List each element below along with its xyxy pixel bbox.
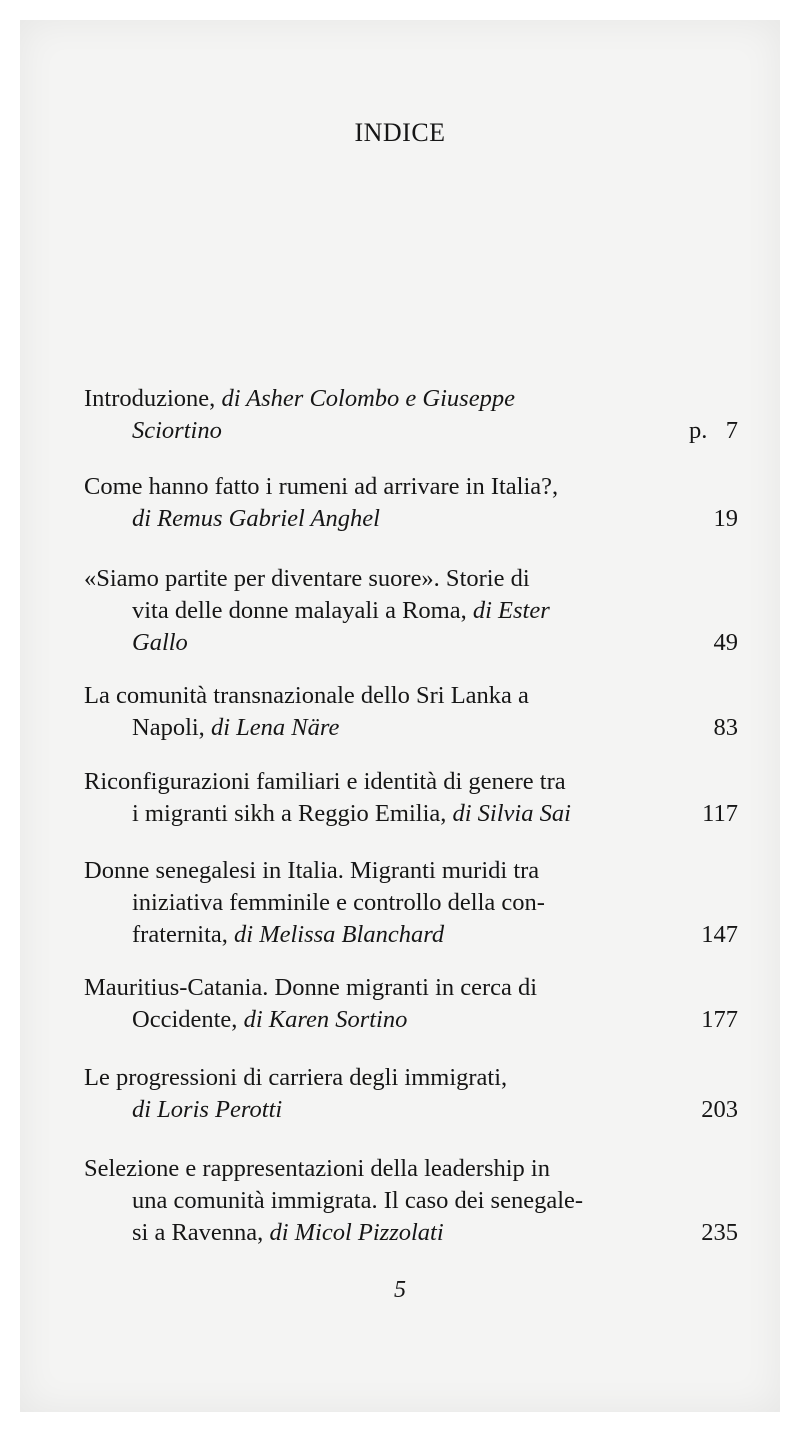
toc-entry-page: 177 [701, 1006, 738, 1033]
toc-entry-line [84, 627, 738, 659]
toc-entry-line [84, 1094, 738, 1126]
toc-entry-page [689, 415, 738, 447]
page-number-footer: 5 [394, 1277, 406, 1303]
toc-entry-title: Riconfigurazioni familiari e identità di genere tra [84, 768, 566, 795]
toc-entry-2 [84, 471, 738, 535]
toc-entry-author: di Loris Perotti [132, 1096, 283, 1123]
toc-entry-line [84, 383, 738, 415]
toc-entry-title: Introduzione, [84, 385, 222, 412]
toc-entry-title: i migranti sikh a Reggio Emilia, [132, 800, 453, 827]
toc-entry-line [84, 415, 738, 447]
toc-entry-line [84, 1153, 738, 1185]
toc-entry-title: Le progressioni di carriera degli immigrati, [84, 1064, 508, 1091]
toc-entry-author: di Karen Sortino [243, 1006, 408, 1033]
toc-entry-author: di Lena Näre [210, 714, 340, 741]
toc-entry-line [84, 471, 738, 503]
toc-entry-author: Sciortino [132, 417, 222, 444]
toc-entry-8 [84, 1062, 738, 1126]
toc-entry-author: di Ester [472, 597, 550, 624]
toc-entry-title: Selezione e rappresentazioni della leadership in [84, 1155, 550, 1182]
toc-entry-6 [84, 855, 738, 951]
toc-entry-5 [84, 766, 738, 830]
toc-entry-author: Gallo [132, 629, 188, 656]
toc-entry-line [84, 563, 738, 595]
toc-entry-line [84, 1062, 738, 1094]
toc-entry-title: Napoli, [132, 714, 211, 741]
toc-entry-author: di Melissa Blanchard [234, 921, 445, 948]
toc-entry-author: di Silvia Sai [452, 800, 571, 827]
toc-entry-9 [84, 1153, 738, 1249]
toc-entry-line [84, 595, 738, 627]
toc-entry-title: Donne senegalesi in Italia. Migranti muridi tra [84, 857, 540, 884]
toc-entry-1 [84, 383, 738, 447]
toc-entry-line [84, 1217, 738, 1249]
toc-entry-title: Come hanno fatto i rumeni ad arrivare in Italia?, [84, 473, 559, 500]
toc-entry-title: fraternita, [132, 921, 235, 948]
toc-entry-line [84, 1185, 738, 1217]
toc-entry-line [84, 855, 738, 887]
toc-entry-line [84, 680, 738, 712]
toc-entry-line [84, 887, 738, 919]
toc-entry-page: 49 [713, 629, 738, 656]
toc-entry-page: 235 [701, 1219, 738, 1246]
toc-entry-3 [84, 563, 738, 659]
toc-entry-title: si a Ravenna, [132, 1219, 270, 1246]
toc-entry-page: 147 [701, 921, 738, 948]
toc-entry-4 [84, 680, 738, 744]
toc-entry-line [84, 972, 738, 1004]
toc-entry-title: vita delle donne malayali a Roma, [132, 597, 473, 624]
toc-entry-line [84, 798, 738, 830]
page-prefix: p. [689, 417, 708, 444]
page-title: INDICE [354, 118, 446, 147]
page-number: 7 [725, 417, 738, 444]
toc-entry-page: 203 [701, 1096, 738, 1123]
toc-entry-title: Mauritius-Catania. Donne migranti in cerca di [84, 974, 538, 1001]
toc-entry-author: di Remus Gabriel Anghel [132, 505, 380, 532]
toc-entry-line [84, 712, 738, 744]
toc-entry-line [84, 919, 738, 951]
toc-entry-title: una comunità immigrata. Il caso dei senegale- [132, 1187, 584, 1214]
toc-entry-title: iniziativa femminile e controllo della con- [132, 889, 545, 916]
toc-entry-line [84, 503, 738, 535]
toc-entry-line [84, 1004, 738, 1036]
toc-entry-line [84, 766, 738, 798]
toc-entry-title: «Siamo partite per diventare suore». Storie di [84, 565, 530, 592]
toc-entry-title: La comunità transnazionale dello Sri Lanka a [84, 682, 529, 709]
toc-entry-title: Occidente, [132, 1006, 244, 1033]
toc-entry-7 [84, 972, 738, 1036]
toc-entry-page: 83 [713, 714, 738, 741]
toc-entry-page: 19 [713, 505, 738, 532]
toc-entry-page: 117 [702, 800, 738, 827]
toc-entry-author: di Asher Colombo e Giuseppe [221, 385, 515, 412]
toc-entry-author: di Micol Pizzolati [269, 1219, 444, 1246]
